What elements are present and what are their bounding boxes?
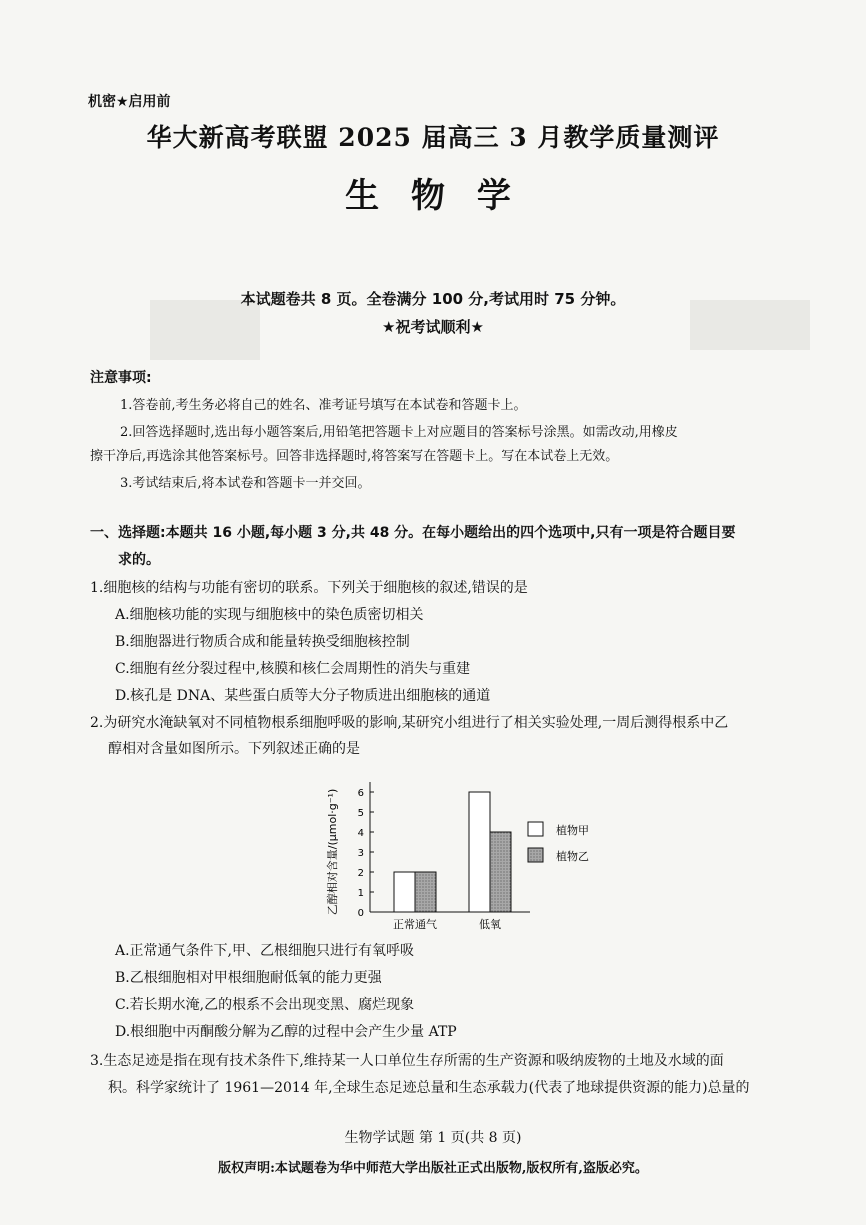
notice-item: 擦干净后,再选涂其他答案标号。回答非选择题时,将答案写在答题卡上。写在本试卷上无效。: [90, 449, 619, 464]
x-tick-label: 正常通气: [393, 918, 437, 931]
y-tick-label: 0: [357, 908, 364, 919]
bar-plant-a: [394, 872, 415, 912]
bar-plant-b: [490, 832, 511, 912]
subject-title: 生 物 学: [345, 176, 521, 216]
legend-swatch: [528, 848, 543, 862]
x-tick-label: 低氧: [479, 918, 501, 931]
q2-option-b: B.乙根细胞相对甲根细胞耐低氧的能力更强: [115, 970, 382, 986]
bar-plant-b: [415, 872, 436, 912]
q2-option-a: A.正常通气条件下,甲、乙根细胞只进行有氧呼吸: [115, 943, 415, 959]
q1-option-b: B.细胞器进行物质合成和能量转换受细胞核控制: [115, 634, 410, 650]
q1-stem: 1.细胞核的结构与功能有密切的联系。下列关于细胞核的叙述,错误的是: [90, 580, 528, 596]
q3-stem: 3.生态足迹是指在现有技术条件下,维持某一人口单位生存所需的生产资源和吸纳废物的土地及水域的面: [90, 1053, 724, 1069]
q2-stem-cont: 醇相对含量如图所示。下列叙述正确的是: [108, 741, 360, 757]
ethanol-bar-chart: [320, 760, 610, 935]
q1-option-c: C.细胞有丝分裂过程中,核膜和核仁会周期性的消失与重建: [115, 661, 471, 677]
notice-item: 1.答卷前,考生务必将自己的姓名、准考证号填写在本试卷和答题卡上。: [120, 398, 527, 413]
q2-stem: 2.为研究水淹缺氧对不同植物根系细胞呼吸的影响,某研究小组进行了相关实验处理,一周后测得根系中乙: [90, 715, 729, 731]
notice-item: 2.回答选择题时,选出每小题答案后,用铅笔把答题卡上对应题目的答案标号涂黑。如需改动,用橡皮: [120, 425, 678, 440]
copyright-notice: 版权声明:本试题卷为华中师范大学出版社正式出版物,版权所有,盗版必究。: [218, 1161, 648, 1176]
q2-option-c: C.若长期水淹,乙的根系不会出现变黑、腐烂现象: [115, 997, 415, 1013]
y-tick-label: 1: [357, 888, 364, 899]
exam-title: 华大新高考联盟 2025 届高三 3 月教学质量测评: [146, 123, 720, 152]
good-luck-line: ★祝考试顺利★: [382, 318, 484, 336]
y-tick-label: 4: [357, 828, 364, 839]
y-tick-label: 5: [357, 808, 364, 819]
notice-item: 3.考试结束后,将本试卷和答题卡一并交回。: [120, 476, 371, 491]
notice-heading: 注意事项:: [90, 370, 152, 386]
q3-stem-cont: 积。科学家统计了 1961—2014 年,全球生态足迹总量和生态承载力(代表了地球提供资源的能力)总量的: [108, 1080, 750, 1096]
y-tick-label: 3: [357, 848, 364, 859]
y-tick-label: 2: [357, 868, 364, 879]
page-footer: 生物学试题 第 1 页(共 8 页): [344, 1130, 522, 1146]
section-heading-cont: 求的。: [118, 552, 160, 568]
bar-plant-a: [469, 792, 490, 912]
q2-option-d: D.根细胞中丙酮酸分解为乙醇的过程中会产生少量 ATP: [115, 1024, 457, 1040]
legend-label: 植物甲: [556, 824, 589, 837]
legend-swatch: [528, 822, 543, 836]
q1-option-a: A.细胞核功能的实现与细胞核中的染色质密切相关: [115, 607, 424, 623]
exam-info: 本试题卷共 8 页。全卷满分 100 分,考试用时 75 分钟。: [240, 290, 626, 308]
legend-label: 植物乙: [556, 850, 589, 863]
y-axis-label: 乙醇相对含量/(μmol·g⁻¹): [326, 788, 339, 916]
confidential-label: 机密★启用前: [88, 94, 171, 110]
section-heading: 一、选择题:本题共 16 小题,每小题 3 分,共 48 分。在每小题给出的四个选项中,只有一项是符合题目要: [90, 525, 736, 541]
q1-option-d: D.核孔是 DNA、某些蛋白质等大分子物质进出细胞核的通道: [115, 688, 491, 704]
y-tick-label: 6: [357, 788, 364, 799]
